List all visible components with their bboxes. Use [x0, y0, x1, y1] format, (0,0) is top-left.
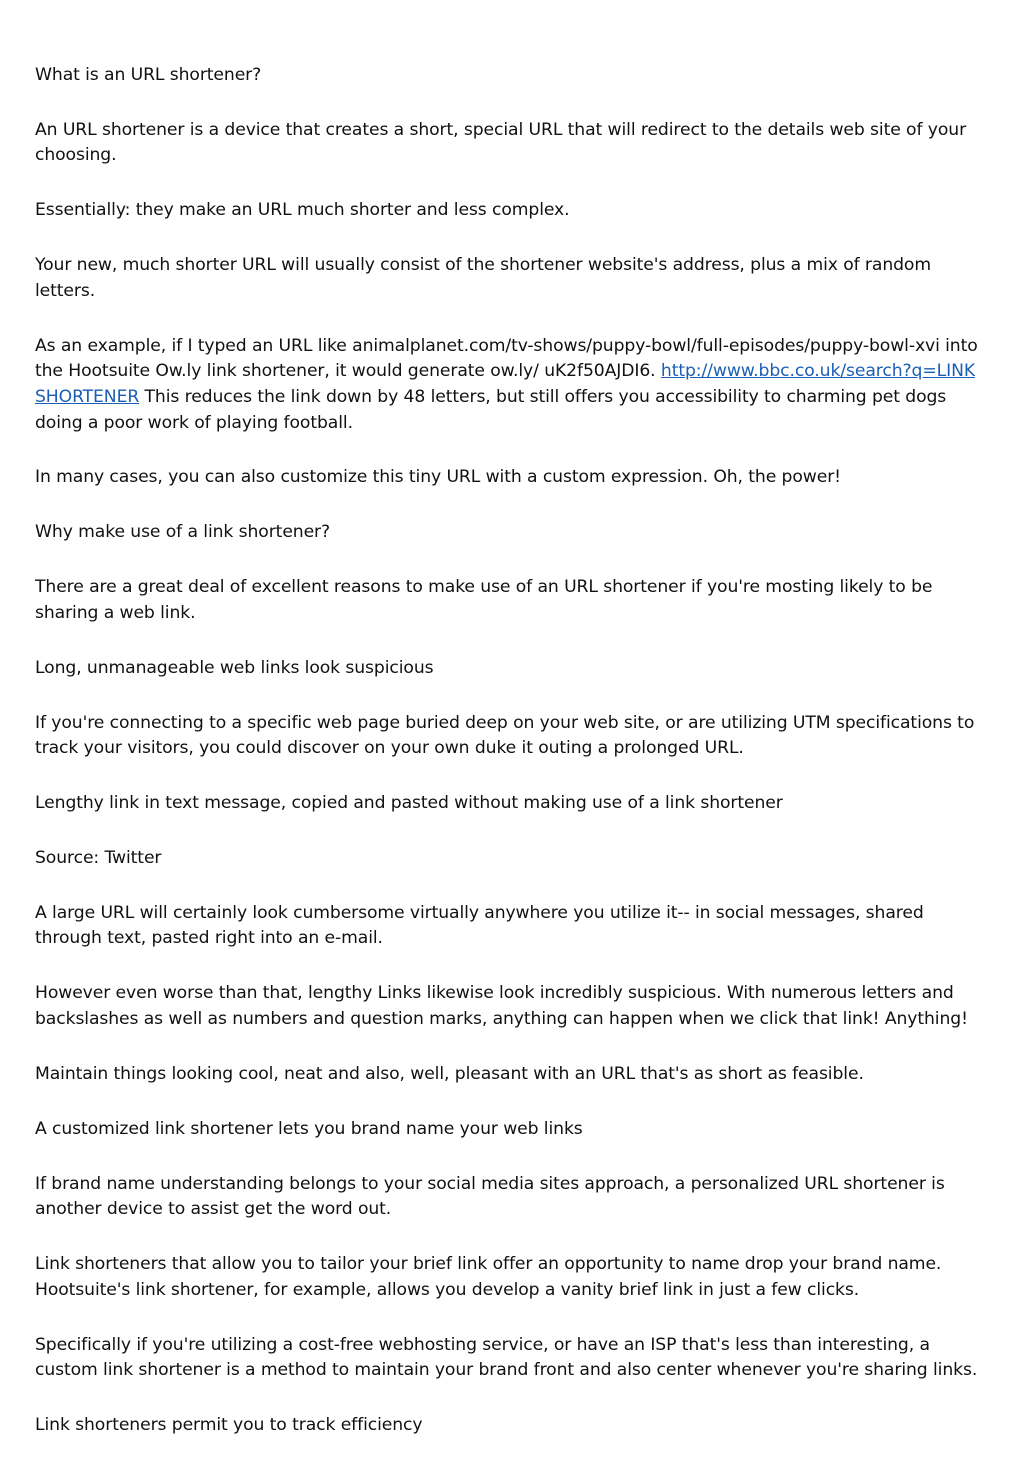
bbc-search-link[interactable]: http://www.bbc.co.uk/search?q=LINK SHORTENER — [35, 361, 976, 407]
heading-suspicious-links: Long, unmanageable web links look suspicious — [35, 657, 434, 678]
paragraph-cumbersome: A large URL will certainly look cumbersome virtually anywhere you utilize it-- in social messages, shared through text, pasted right into an e-mail. — [35, 902, 924, 949]
heading-brand: A customized link shortener lets you brand name your web links — [35, 1118, 583, 1139]
paragraph-essentially: Essentially: they make an URL much shorter and less complex. — [35, 200, 570, 221]
image-source: Source: Twitter — [35, 847, 162, 868]
heading-track-efficiency: Link shorteners permit you to track efficiency — [35, 1415, 423, 1436]
paragraph-example-text-end: This reduces the link down by 48 letters, but still offers you accessibility to charming pet dogs doing a poor work of playing football. — [35, 386, 947, 433]
paragraph-utm: If you're connecting to a specific web page buried deep on your web site, or are utilizing UTM specifications to track your visitors, you could discover on your own duke it outing a prolonged URL. — [35, 712, 975, 759]
paragraph-vanity-link: Link shorteners that allow you to tailor your brief link offer an opportunity to name drop your brand name. Hootsuite's link shortener, for example, allows you develop a vanity brief link in just a few clicks. — [35, 1254, 942, 1300]
image-caption-lengthy-link: Lengthy link in text message, copied and pasted without making use of a link shortener — [35, 793, 783, 814]
paragraph-suspicious: However even worse than that, lengthy Links likewise look incredibly suspicious. With numerous letters and backslashes as well as numbers and question marks, anything can happen when we click that link! Anything! — [35, 983, 968, 1029]
paragraph-keep-short: Maintain things looking cool, neat and also, well, pleasant with an URL that's as short as feasible. — [35, 1063, 864, 1084]
heading-why-use: Why make use of a link shortener? — [35, 522, 331, 543]
paragraph-new-url: Your new, much shorter URL will usually consist of the shortener website's address, plus a mix of random letters. — [35, 255, 931, 301]
paragraph-brand-awareness: If brand name understanding belongs to your social media sites approach, a personalized URL shortener is another device to assist get the word out. — [35, 1173, 945, 1220]
paragraph-definition: An URL shortener is a device that creates a short, special URL that will redirect to the details web site of your choosing. — [35, 119, 967, 166]
heading-what-is-url-shortener: What is an URL shortener? — [35, 65, 262, 85]
paragraph-example-text-start: As an example, if I typed an URL like animalplanet.com/tv-shows/puppy-bowl/full-episodes/puppy-bowl-xvi into the Hootsuite Ow.ly link shortener, it would generate ow.ly/ uK2f50AJDI6. — [35, 335, 978, 382]
paragraph-example — [35, 334, 995, 436]
paragraph-webhosting: Specifically if you're utilizing a cost-free webhosting service, or have an ISP that's less than interesting, a custom link shortener is a method to maintain your brand front and also center whenever you're sharing links. — [35, 1334, 978, 1381]
paragraph-customize: In many cases, you can also customize this tiny URL with a custom expression. Oh, the power! — [35, 467, 841, 488]
paragraph-reasons: There are a great deal of excellent reasons to make use of an URL shortener if you're mosting likely to be sharing a web link. — [35, 577, 933, 623]
document-body — [35, 63, 995, 1468]
